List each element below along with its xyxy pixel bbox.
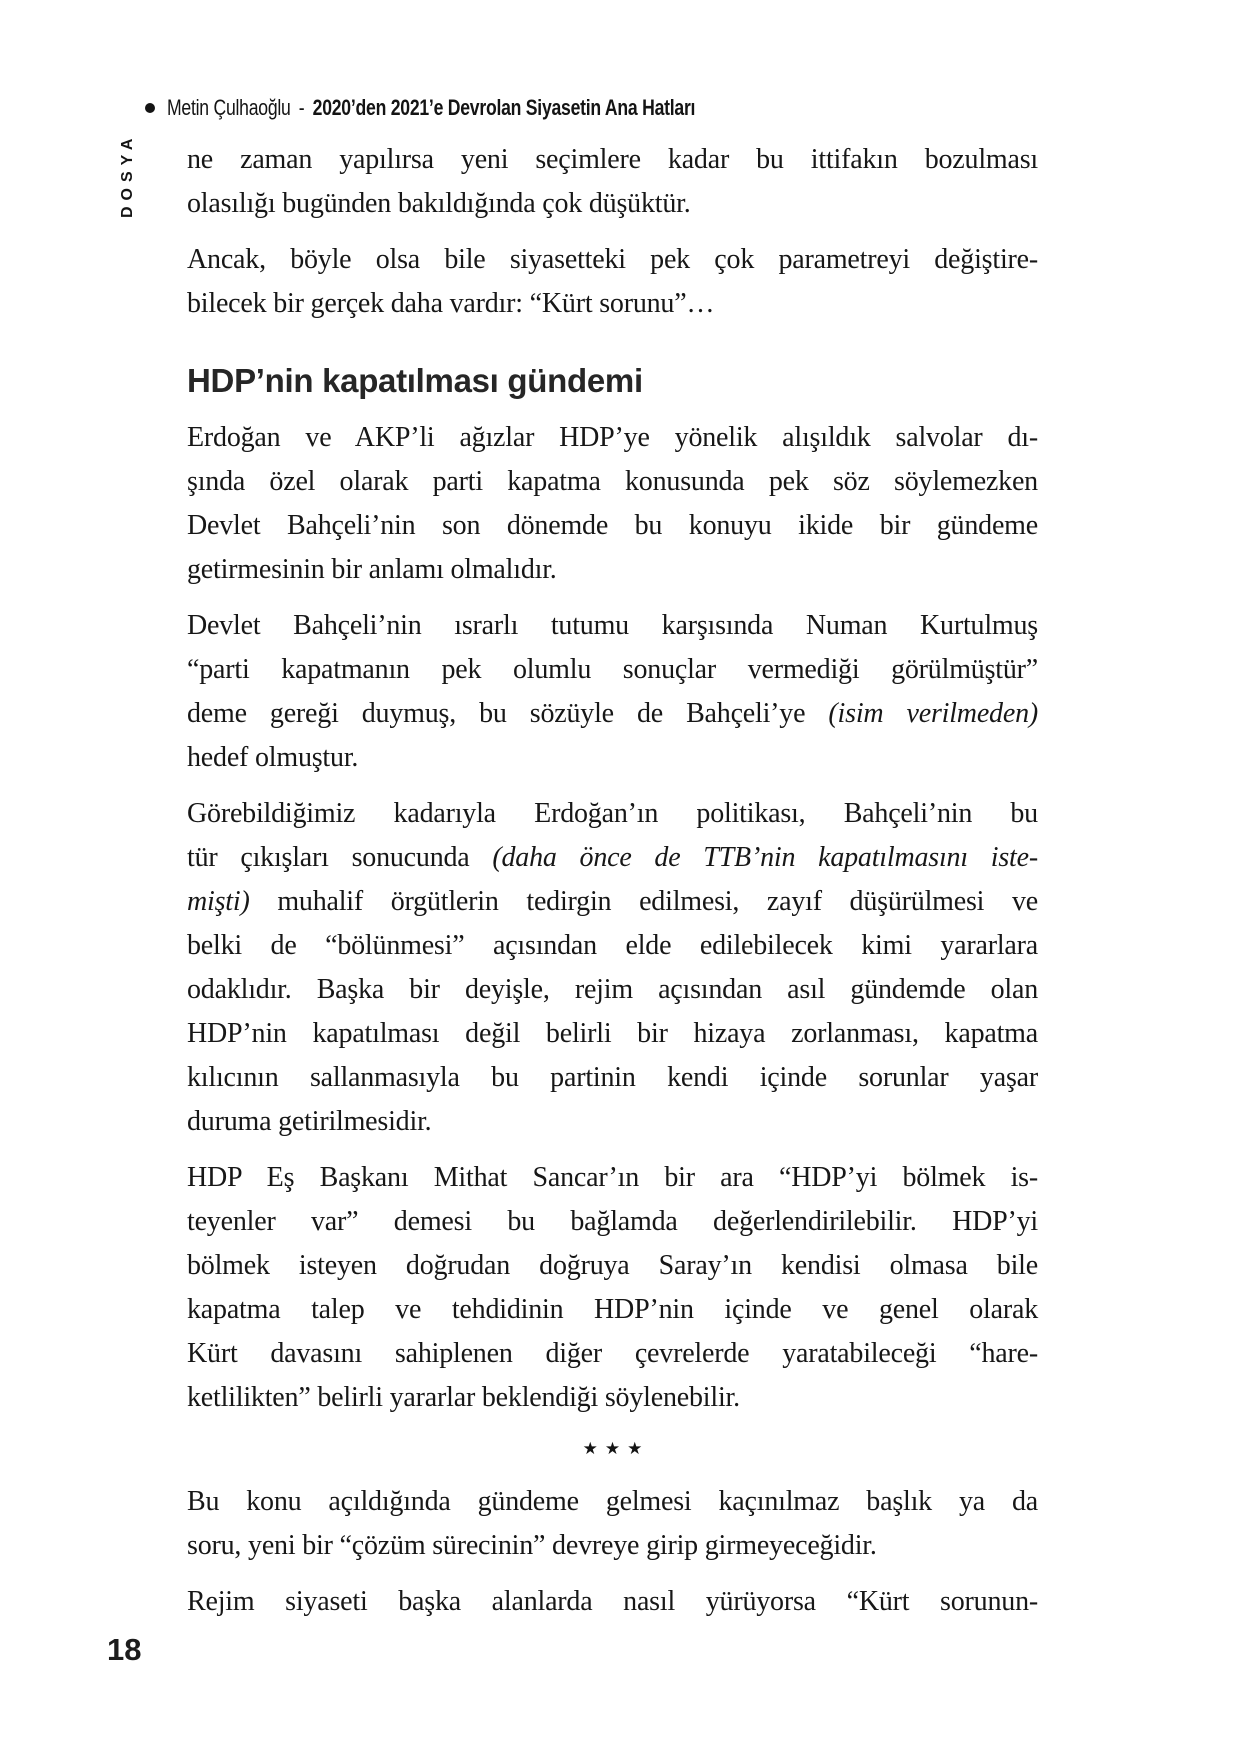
text-line: teyenler var” demesi bu bağlamda değerlendirilebilir. HDP’yi — [187, 1206, 1038, 1237]
text-line: olasılığı bugünden bakıldığında çok düşüktür. — [187, 188, 691, 219]
text-line: Bu konu açıldığında gündeme gelmesi kaçınılmaz başlık ya da — [187, 1486, 1038, 1517]
paragraph — [187, 138, 1038, 226]
text-line: “parti kapatmanın pek olumlu sonuçlar vermediği görülmüştür” — [187, 654, 1038, 685]
text-line: Rejim siyaseti başka alanlarda nasıl yürüyorsa “Kürt sorunun- — [187, 1586, 1038, 1617]
paragraph — [187, 604, 1038, 780]
author-name: Metin Çulhaoğlu — [167, 95, 291, 120]
text-line: deme gereği duymuş, bu sözüyle de Bahçeli’ye (isim verilmeden) — [187, 698, 1039, 729]
text-line: getirmesinin bir anlamı olmalıdır. — [187, 554, 557, 585]
text-line: duruma getirilmesidir. — [187, 1106, 432, 1137]
page-number: 18 — [107, 1632, 142, 1667]
paragraph — [187, 1156, 1038, 1420]
text-line: kapatma talep ve tehdidinin HDP’nin içinde ve genel olarak — [187, 1294, 1038, 1325]
header-separator: - — [298, 95, 305, 120]
text-line: mişti) muhalif örgütlerin tedirgin edilmesi, zayıf düşürülmesi ve — [187, 886, 1038, 917]
paragraph — [187, 1580, 1038, 1624]
paragraph — [187, 416, 1038, 592]
text-line: HDP’nin kapatılması değil belirli bir hizaya zorlanması, kapatma — [187, 1018, 1038, 1049]
section-label-dosya: DOSYA — [119, 132, 136, 218]
book-title: 2020’den 2021’e Devrolan Siyasetin Ana Hatları — [312, 95, 696, 120]
page-content — [187, 138, 1038, 1636]
text-line: odaklıdır. Başka bir deyişle, rejim açısından asıl gündemde olan — [187, 974, 1038, 1005]
running-header — [145, 96, 827, 120]
text-line: kılıcının sallanmasıyla bu partinin kendi içinde sorunlar yaşar — [187, 1062, 1038, 1093]
text-line: HDP Eş Başkanı Mithat Sancar’ın bir ara “HDP’yi bölmek is- — [187, 1162, 1038, 1193]
running-header-text — [167, 96, 695, 120]
text-line: Görebildiğimiz kadarıyla Erdoğan’ın politikası, Bahçeli’nin bu — [187, 798, 1038, 829]
paragraph — [187, 238, 1038, 326]
text-line: bilecek bir gerçek daha vardır: “Kürt sorunu”… — [187, 288, 715, 319]
bullet-icon — [145, 103, 155, 113]
text-line: Kürt davasını sahiplenen diğer çevrelerde yaratabileceği “hare- — [187, 1338, 1038, 1369]
text-line: bölmek isteyen doğrudan doğruya Saray’ın kendisi olmasa bile — [187, 1250, 1038, 1281]
text-line: Ancak, böyle olsa bile siyasetteki pek çok parametreyi değiştire- — [187, 244, 1038, 275]
text-line: Devlet Bahçeli’nin son dönemde bu konuyu ikide bir gündeme — [187, 510, 1038, 541]
paragraph — [187, 1480, 1038, 1568]
text-line: hedef olmuştur. — [187, 742, 359, 773]
text-line: belki de “bölünmesi” açısından elde edilebilecek kimi yararlara — [187, 930, 1038, 961]
text-line: tür çıkışları sonucunda (daha önce de TTB’nin kapatılmasını iste- — [187, 842, 1038, 873]
text-line: soru, yeni bir “çözüm sürecinin” devreye girip girmeyeceğidir. — [187, 1530, 877, 1561]
text-line: Erdoğan ve AKP’li ağızlar HDP’ye yönelik alışıldık salvolar dı- — [187, 422, 1038, 453]
section-separator-stars: ★★★ — [582, 1439, 650, 1459]
paragraph — [187, 792, 1038, 1144]
text-line: ketlilikten” belirli yararlar beklendiği söylenebilir. — [187, 1382, 740, 1413]
text-line: Devlet Bahçeli’nin ısrarlı tutumu karşısında Numan Kurtulmuş — [187, 610, 1038, 641]
section-heading: HDP’nin kapatılması gündemi — [187, 362, 643, 399]
text-line: şında özel olarak parti kapatma konusunda pek söz söylemezken — [187, 466, 1038, 497]
text-line: ne zaman yapılırsa yeni seçimlere kadar bu ittifakın bozulması — [187, 144, 1038, 175]
